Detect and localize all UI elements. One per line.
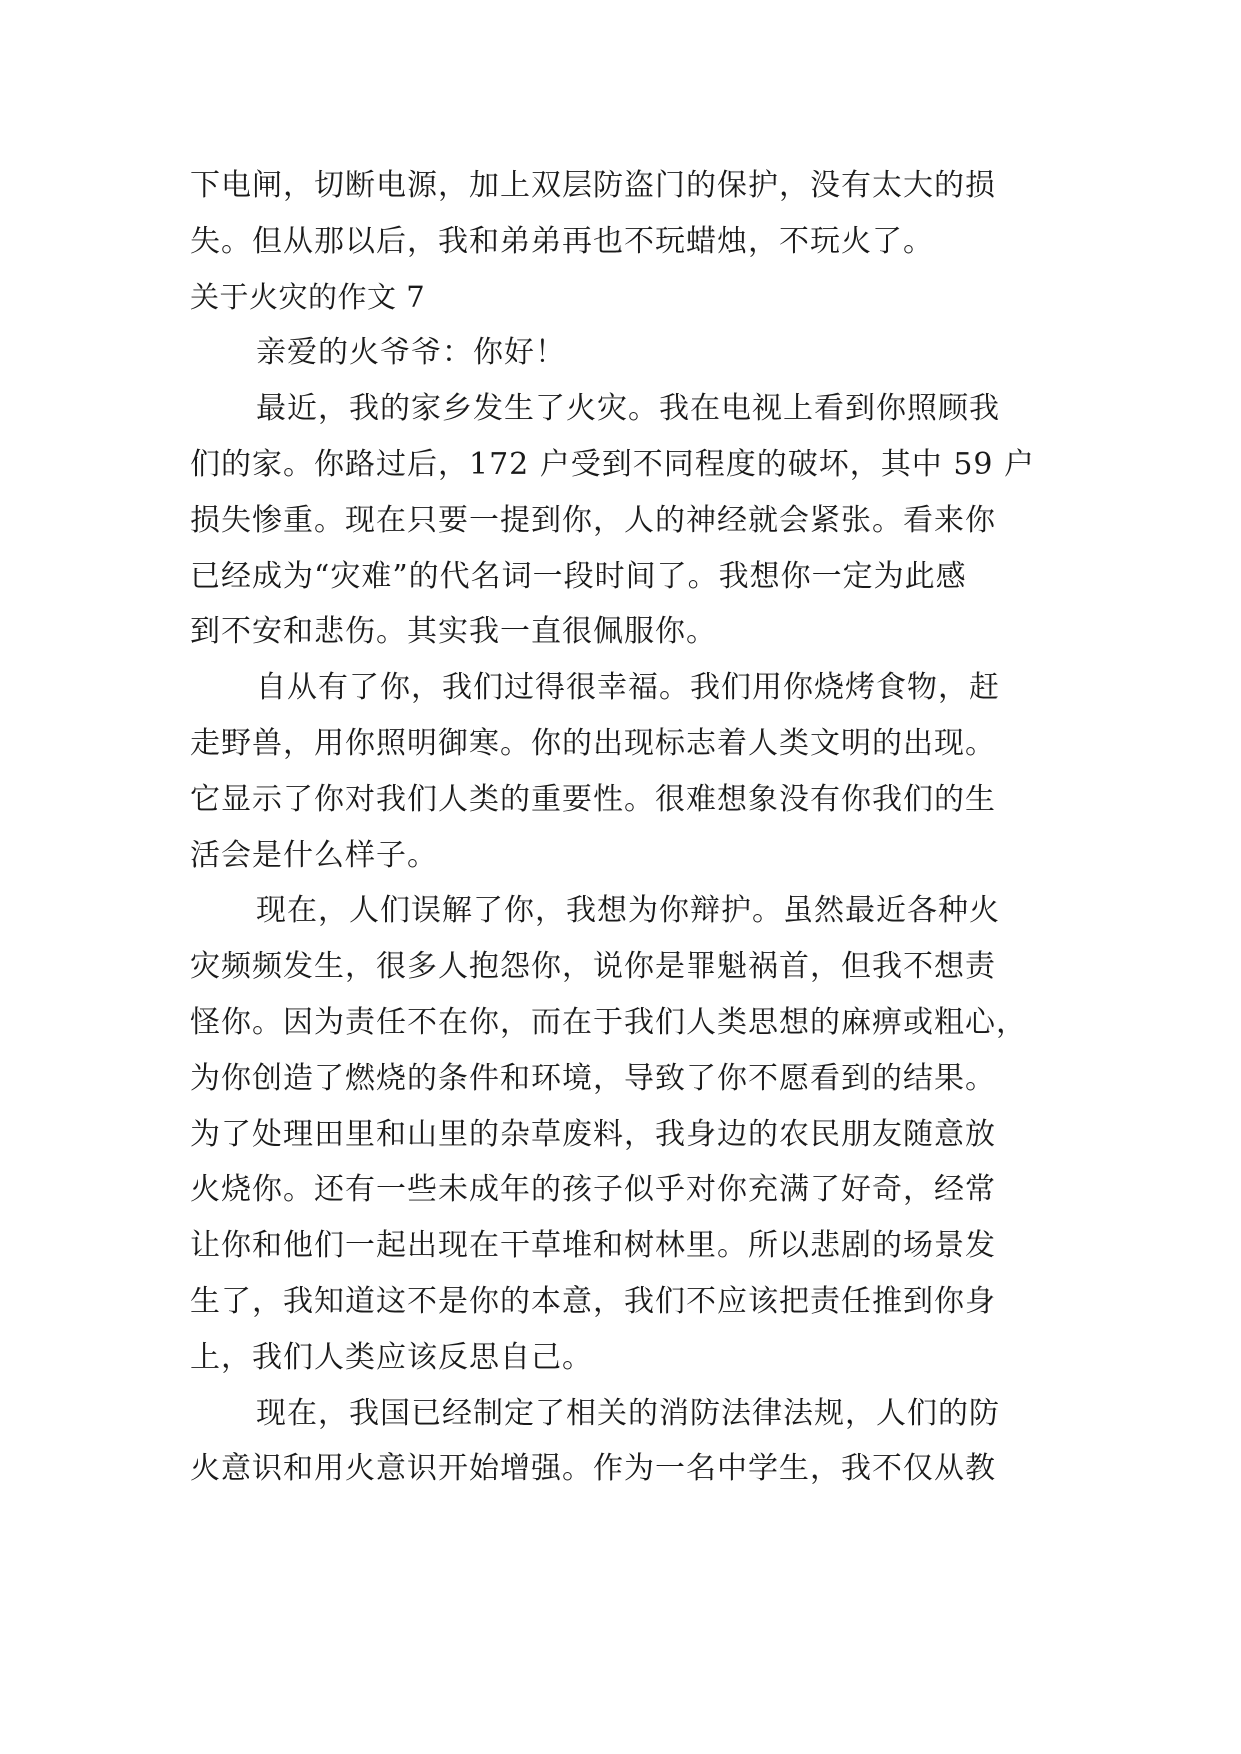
paragraph: [190, 660, 1070, 883]
text-line: 已经成为“灾难”的代名词一段时间了。我想你一定为此感: [190, 558, 967, 594]
text-line: 失。但从那以后，我和弟弟再也不玩蜡烛，不玩火了。: [190, 223, 934, 259]
text-line: 怪你。因为责任不在你，而在于我们人类思想的麻痹或粗心，: [190, 1004, 1027, 1040]
text-line: 最近，我的家乡发生了火灾。我在电视上看到你照顾我: [256, 391, 1000, 427]
paragraph: [190, 381, 1070, 660]
text-line: 它显示了你对我们人类的重要性。很难想象没有你我们的生: [190, 781, 996, 817]
text-line: 灾频频发生，很多人抱怨你，说你是罪魁祸首，但我不想责: [190, 949, 996, 985]
text-line: 为了处理田里和山里的杂草废料，我身边的农民朋友随意放: [190, 1116, 996, 1152]
section-title: 关于火灾的作文 7: [190, 279, 426, 314]
document-body: [190, 158, 1070, 1497]
continued-paragraph: [190, 158, 1070, 270]
text-line: 上，我们人类应该反思自己。: [190, 1339, 593, 1375]
text-line: 现在，我国已经制定了相关的消防法律法规，人们的防: [256, 1395, 1000, 1431]
text-line: 损失惨重。现在只要一提到你，人的神经就会紧张。看来你: [190, 502, 996, 538]
paragraph: [190, 883, 1070, 1385]
text-line: 生了，我知道这不是你的本意，我们不应该把责任推到你身: [190, 1283, 996, 1319]
text-line: 自从有了你，我们过得很幸福。我们用你烧烤食物，赶: [256, 670, 1000, 706]
text-line: 让你和他们一起出现在干草堆和树林里。所以悲剧的场景发: [190, 1228, 996, 1264]
text-line: 火烧你。还有一些未成年的孩子似乎对你充满了好奇，经常: [190, 1172, 996, 1208]
text-line: 火意识和用火意识开始增强。作为一名中学生，我不仅从教: [190, 1451, 996, 1487]
text-line: 走野兽，用你照明御寒。你的出现标志着人类文明的出现。: [190, 725, 996, 761]
text-line: 现在，人们误解了你，我想为你辩护。虽然最近各种火: [256, 893, 1000, 929]
text-line: 为你创造了燃烧的条件和环境，导致了你不愿看到的结果。: [190, 1060, 996, 1096]
text-line: 活会是什么样子。: [190, 837, 438, 873]
text-line: 下电闸，切断电源，加上双层防盗门的保护，没有太大的损: [190, 168, 996, 203]
text-line: 们的家。你路过后，172 户受到不同程度的破坏，其中 59 户: [190, 446, 1036, 482]
letter-greeting: 亲爱的火爷爷：你好！: [256, 335, 566, 371]
text-line: 到不安和悲伤。其实我一直很佩服你。: [190, 614, 717, 650]
paragraph: [190, 1386, 1070, 1498]
